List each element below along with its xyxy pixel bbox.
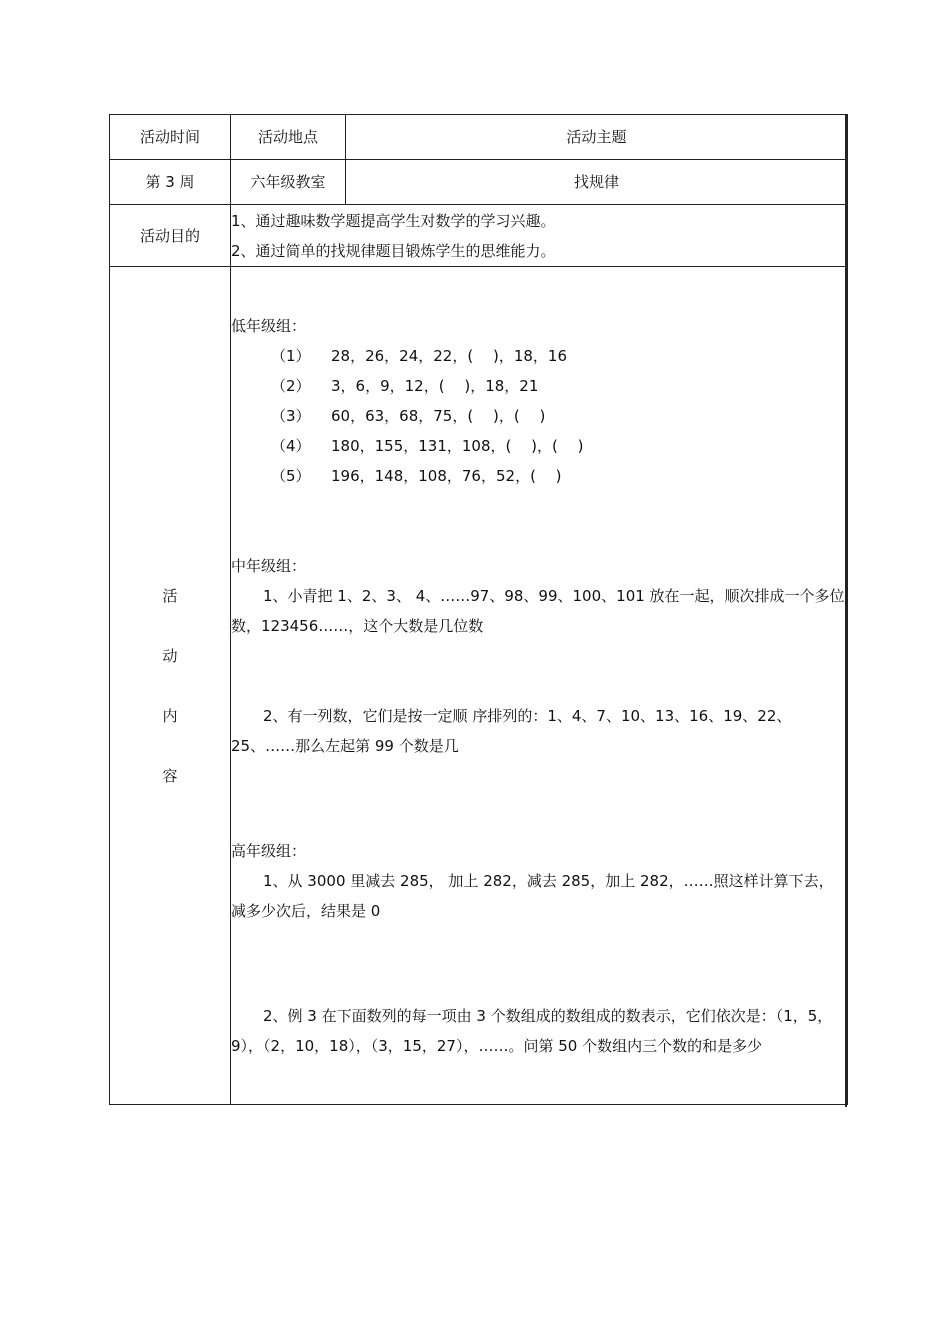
activity-table: [109, 114, 848, 1105]
content-label-char: 内: [162, 706, 178, 725]
item-text: 3，6，9，12，( )，18，21: [331, 376, 539, 395]
table-right-border: [845, 114, 847, 1107]
content-label-char: 容: [162, 766, 178, 785]
content-label: [110, 267, 231, 1105]
mid-group-title: 中年级组：: [231, 556, 307, 575]
item-number: （3）: [271, 406, 311, 425]
place-label: 活动地点: [231, 115, 346, 160]
low-item: [231, 431, 847, 461]
goal-item: 1、通过趣味数学题提高学生对数学的学习兴趣。: [231, 211, 556, 230]
item-number: （4）: [271, 436, 311, 455]
place-value: 六年级教室: [231, 160, 346, 205]
low-item: [231, 401, 847, 431]
week-value: 第 3 周: [110, 160, 231, 205]
goal-label: 活动目的: [110, 205, 231, 267]
mid-question-2: 2、有一列数，它们是按一定顺 序排列的：1、4、7、10、13、16、19、22、25、……那么左起第 99 个数是几: [231, 706, 792, 755]
item-text: 60，63，68，75，( )，( ): [331, 406, 546, 425]
item-number: （2）: [271, 376, 311, 395]
time-label: 活动时间: [110, 115, 231, 160]
high-question-1: 1、从 3000 里减去 285， 加上 282，减去 285，加上 282，……照这样计算下去，减多少次后，结果是 0: [231, 871, 834, 920]
goal-item: 2、通过简单的找规律题目锻炼学生的思维能力。: [231, 241, 556, 260]
mid-question-1: 1、小青把 1、2、3、 4、……97、98、99、100、101 放在一起，顺次排成一个多位数，123456……，这个大数是几位数: [231, 586, 845, 635]
low-item: [231, 461, 847, 491]
item-text: 196，148，108，76，52，( ): [331, 466, 562, 485]
info-row: [110, 160, 848, 205]
item-text: 180，155，131，108，( )，( ): [331, 436, 584, 455]
content-body: [231, 267, 848, 1105]
goal-row: [110, 205, 848, 267]
header-row: [110, 115, 848, 160]
theme-value: 找规律: [346, 160, 848, 205]
item-text: 28，26，24，22，( )，18，16: [331, 346, 567, 365]
theme-label: 活动主题: [346, 115, 848, 160]
high-question-2: 2、例 3 在下面数列的每一项由 3 个数组成的数组成的数表示，它们依次是：（1，5，9），（2，10，18），（3，15，27），……。问第 50 个数组内三个数的和是多少: [231, 1006, 833, 1055]
content-label-char: 动: [162, 646, 178, 665]
high-group-title: 高年级组：: [231, 841, 307, 860]
item-number: （1）: [271, 346, 311, 365]
item-number: （5）: [271, 466, 311, 485]
low-item: [231, 341, 847, 371]
goal-content: [231, 205, 848, 267]
content-row: [110, 267, 848, 1105]
low-item: [231, 371, 847, 401]
low-group-title: 低年级组：: [231, 316, 307, 335]
content-label-char: 活: [162, 586, 178, 605]
